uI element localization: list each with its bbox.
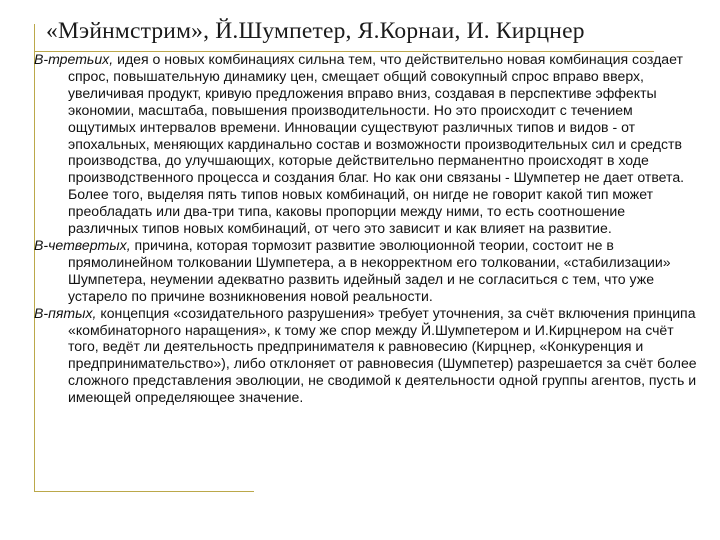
slide-body — [34, 51, 698, 406]
paragraph-text: концепция «созидательного разрушения» требует уточнения, за счёт включения принципа «комбинаторного наращения», к тому же спор между Й.Шумпетером и И.Кирцнером на счёт того, ведёт ли деятельность предпринимателя к равновесию (Кирцнер, «Конкуренция и предпринимательство»), либо отклоняет от равновесия (Шумпетер) разрешается за счёт более сложного представления эволюции, не сводимой к деятельности одной группы агентов, пусть и имеющей определяющее значение. — [68, 304, 697, 406]
paragraph-text: идея о новых комбинациях сильна тем, что действительно новая комбинация создает спрос, повышательную динамику цен, смещает общий совокупный спрос вправо вверх, увеличивая продукт, кривую предложения вправо вниз, создавая в перспективе эффекты экономии, масштаба, повышения производительности. Но это происходит с течением ощутимых интервалов времени. Инновации существуют различных типов и видов - от эпохальных, меняющих кардинально состав и возможности производительных сил и средств производства, до улучшающих, которые действительно перманентно происходят в ходе производственного процесса и создания благ. Но как они связаны - Шумпетер не дает ответа. Более того, выделяя пять типов новых комбинаций, он нигде не говорит какой тип может преобладать или два-три типа, каковы пропорции между ними, то есть соотношение различных типов новых комбинаций, от чего это зависит и как влияет на развитие. — [68, 51, 685, 237]
paragraph-third — [34, 51, 698, 237]
paragraph-lead: В-пятых, — [34, 304, 97, 321]
paragraph-lead: В-четвертых, — [34, 236, 131, 253]
paragraph-fifth — [34, 305, 698, 406]
paragraph-lead: В-третьих, — [34, 51, 114, 67]
slide-frame-bottom-line — [34, 491, 254, 492]
slide-title: «Мэйнмстрим», Й.Шумпетер, Я.Корнаи, И. Кирцнер — [46, 18, 585, 44]
paragraph-fourth — [34, 237, 698, 305]
paragraph-text: причина, которая тормозит развитие эволюционной теории, состоит не в прямолинейном толковании Шумпетера, а в некорректном его толковании, «стабилизации» Шумпетера, неумении адекватно развить идейный задел и не согласиться с тем, что уже устарело по причине возникновения новой реальности. — [68, 236, 671, 304]
